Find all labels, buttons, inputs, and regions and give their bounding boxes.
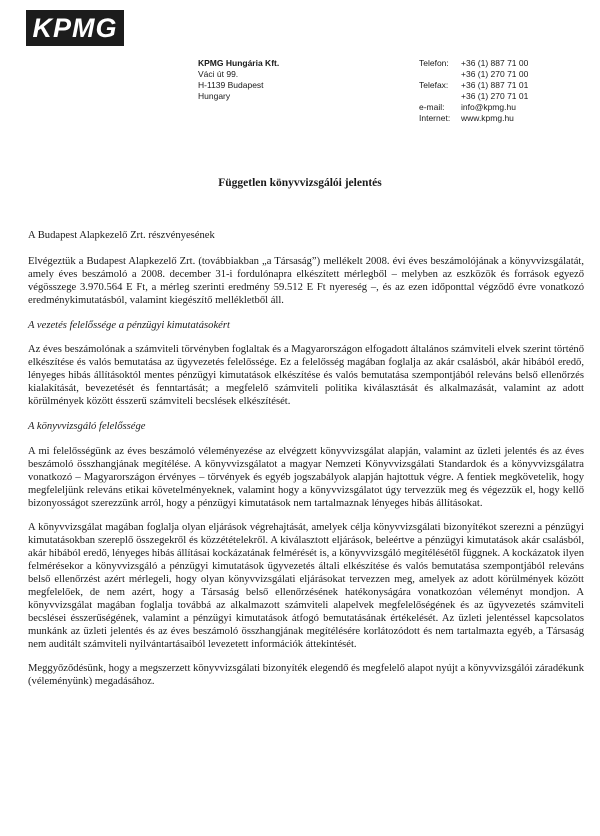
company-address xyxy=(198,58,279,102)
conviction-paragraph: Meggyőződésünk, hogy a megszerzett könyvvizsgálati bizonyíték elegendő és megfelelő alapot nyújt a könyvvizsgálói záradékunk (véleményünk) megadásához. xyxy=(28,663,585,688)
kpmg-logo: KPMG xyxy=(26,10,124,46)
addressee: A Budapest Alapkezelő Zrt. részvényesének xyxy=(28,230,215,241)
contact-value: +36 (1) 887 71 01 xyxy=(461,80,529,90)
contact-label: e-mail: xyxy=(419,102,445,112)
contact-label: Telefon: xyxy=(419,58,449,68)
auditor-paragraph-2: A könyvvizsgálat magában foglalja olyan eljárások végrehajtását, amelyek célja könyvvizsgálati bizonyítékot szerezni a pénzügyi kimutatásokban szereplő összegekről és közzétételekről. A kiválasztott eljárások, beleértve a pénzügyi kimutatások akár csalásból, akár hibából eredő, lényeges hibás állításai kockázatának felmérését is, a könyvvizsgáló megítélésétől függnek. A kockázatok ilyen felmérésekor a könyvvizsgáló a pénzügyi kimutatások ügyvezetés általi elkészítése és valós bemutatása szempontjából releváns belső ellenőrzést azért mérlegeli, hogy olyan könyvvizsgálati eljárásokat tervezzen meg, amelyek az adott körülmények között megfelelőek, de nem azért, hogy a Társaság belső ellenőrzésének hatékonyságára vonatkozóan véleményt mondjon. A könyvvizsgálat magában foglalja továbbá az alkalmazott számviteli alapelvek megfelelőségének és az ügyvezetés számviteli becslései ésszerűségének, valamint a pénzügyi kimutatások átfogó bemutatásának értékelését. Az üzleti jelentéssel kapcsolatos munkánk az üzleti jelentés és az éves beszámoló összhangjának megítélésére korlátozódott és nem tartalmazta egyéb, a Társaság nem auditált számviteli nyilvántartásaiból levezetett információk áttekintését. xyxy=(28,522,584,650)
report-body xyxy=(28,230,584,701)
contact-value: +36 (1) 270 71 01 xyxy=(461,91,529,101)
management-paragraph: Az éves beszámolónak a számviteli törvényben foglaltak és a Magyarországon elfogadott általános számviteli elvek szerint történő elkészítése és valós bemutatása az ügyvezetés felelőssége. Ez a felelősség magában foglalja az akár csalásból, akár hibából eredő, lényeges hibás állításoktól mentes pénzügyi kimutatások elkészítése és valós bemutatása szempontjából releváns belső ellenőrzés kialakítását, bevezetését és fenntartását; a megfelelő számviteli politika kiválasztását és alkalmazását, valamint az adott körülmények között ésszerű számviteli becslések elkészítését. xyxy=(28,344,584,408)
contact-label xyxy=(419,91,461,102)
contact-row xyxy=(419,91,528,102)
address-street: Váci út 99. xyxy=(198,69,239,79)
contact-row xyxy=(419,80,528,91)
contact-row xyxy=(419,102,528,113)
contact-row xyxy=(419,58,528,69)
auditor-paragraph-1: A mi felelősségünk az éves beszámoló véleményezése az elvégzett könyvvizsgálat alapján, valamint az üzleti jelentés és az éves beszámoló összhangjának megítélése. A könyvvizsgálatot a magyar Nemzeti Könyvvizsgálati Standardok és a könyvvizsgálatra vonatkozó – Magyarországon érvényes – törvények és egyéb jogszabályok alapján hajtottuk végre. A fentiek megkövetelik, hogy megfeleljünk releváns etikai követelményeknek, valamint hogy a könyvvizsgálatot úgy tervezzük meg és végezzük el, hogy kellő bizonyosságot szerezzünk arról, hogy a pénzügyi kimutatások nem tartalmaznak lényeges hibás állításokat. xyxy=(28,445,584,509)
intro-paragraph: Elvégeztük a Budapest Alapkezelő Zrt. (továbbiakban „a Társaság”) mellékelt 2008. évi éves beszámolójának a könyvvizsgálatát, amely éves beszámoló a 2008. december 31-i fordulónapra elkészített mérlegből – melyben az eszközök és források egyező végösszege 3.970.564 E Ft, a mérleg szerinti eredmény 59.512 E Ft nyereség –, és az ezen időponttal végződő évre vonatkozó eredménykimutatásból, valamint kiegészítő mellékletből áll. xyxy=(28,255,584,306)
address-city: H-1139 Budapest xyxy=(198,80,264,90)
contact-label xyxy=(419,69,461,80)
contact-value: +36 (1) 887 71 00 xyxy=(461,58,529,68)
address-country: Hungary xyxy=(198,91,231,101)
contact-row xyxy=(419,69,528,80)
contact-block xyxy=(419,58,528,124)
contact-label: Internet: xyxy=(419,113,451,123)
report-title: Független könyvvizsgálói jelentés xyxy=(218,177,382,189)
contact-value: +36 (1) 270 71 00 xyxy=(461,69,529,79)
contact-value: info@kpmg.hu xyxy=(461,102,516,112)
company-name: KPMG Hungária Kft. xyxy=(198,58,280,68)
contact-row xyxy=(419,113,528,124)
auditor-heading: A könyvvizsgáló felelőssége xyxy=(28,420,146,432)
contact-value: www.kpmg.hu xyxy=(461,113,514,123)
management-heading: A vezetés felelőssége a pénzügyi kimutatásokért xyxy=(28,319,230,331)
contact-label: Telefax: xyxy=(419,80,449,90)
